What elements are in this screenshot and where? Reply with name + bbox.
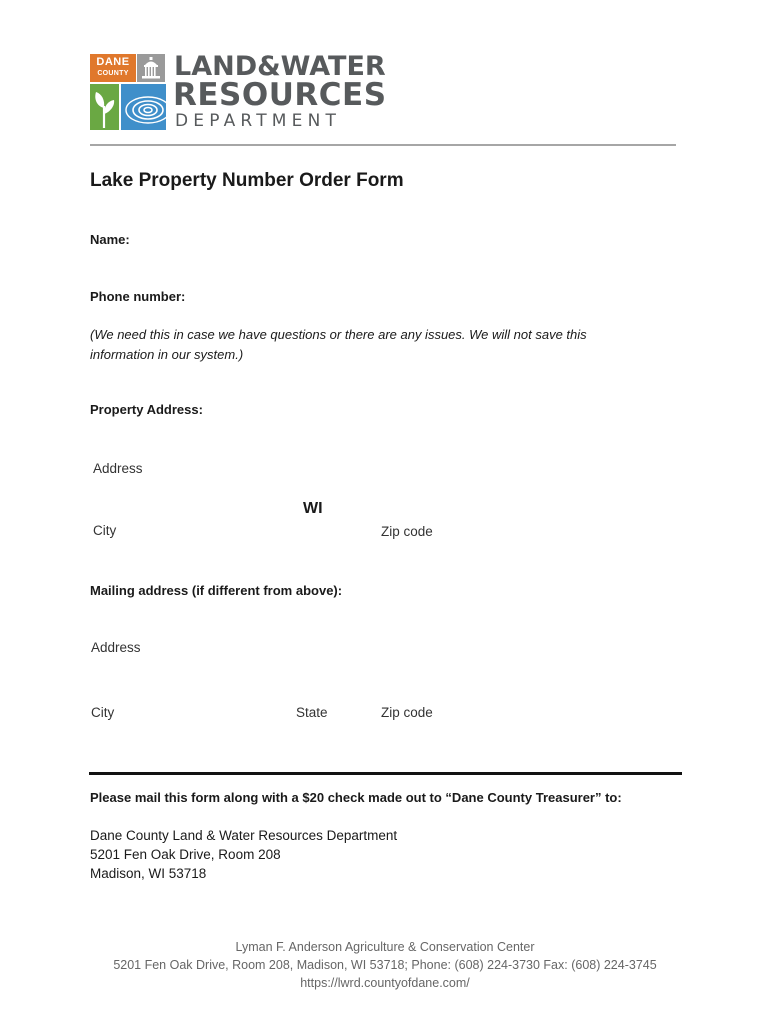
- mailing-address-field[interactable]: Address: [91, 640, 141, 655]
- phone-label: Phone number:: [90, 289, 186, 304]
- footer-website-link[interactable]: https://lwrd.countyofdane.com/: [300, 976, 470, 990]
- property-state-value: WI: [303, 500, 323, 517]
- property-address-label: Property Address:: [90, 402, 203, 417]
- property-city-field[interactable]: City: [93, 523, 117, 538]
- form-title: Lake Property Number Order Form: [90, 170, 404, 191]
- phone-note-line2: information in our system.): [90, 347, 244, 362]
- capitol-icon: [137, 54, 165, 82]
- section-divider: [89, 772, 682, 775]
- footer-contact: 5201 Fen Oak Drive, Room 208, Madison, WI 53718; Phone: (608) 224-3730 Fax: (608) 224-3745: [113, 958, 657, 972]
- mail-to-line3: Madison, WI 53718: [90, 866, 207, 881]
- mail-to-line2: 5201 Fen Oak Drive, Room 208: [90, 847, 281, 862]
- property-address-field[interactable]: Address: [93, 461, 143, 476]
- badge-text-dane: DANE: [96, 56, 130, 68]
- dane-county-badge: [90, 54, 136, 82]
- name-label: Name:: [90, 232, 130, 247]
- badge-text-county: COUNTY: [97, 70, 129, 77]
- logo-text-department: DEPARTMENT: [175, 111, 342, 131]
- phone-note-line1: (We need this in case we have questions or there are any issues. We will not save this: [90, 327, 587, 342]
- water-ripple-icon: [121, 84, 166, 130]
- mailing-zip-field[interactable]: Zip code: [381, 705, 433, 720]
- mailing-address-label: Mailing address (if different from above):: [90, 583, 343, 598]
- property-zip-field[interactable]: Zip code: [381, 524, 433, 539]
- mailing-city-field[interactable]: City: [91, 705, 115, 720]
- logo-text-resources: RESOURCES: [173, 77, 387, 113]
- mail-to-line1: Dane County Land & Water Resources Department: [90, 828, 398, 843]
- leaf-icon: [90, 84, 119, 130]
- logo-text-land-water: LAND&WATER: [174, 51, 386, 82]
- mailing-state-field[interactable]: State: [296, 705, 328, 720]
- header-divider: [90, 144, 676, 146]
- mailing-instructions: Please mail this form along with a $20 check made out to “Dane County Treasurer” to:: [90, 790, 622, 805]
- footer-center-name: Lyman F. Anderson Agriculture & Conservation Center: [235, 940, 535, 954]
